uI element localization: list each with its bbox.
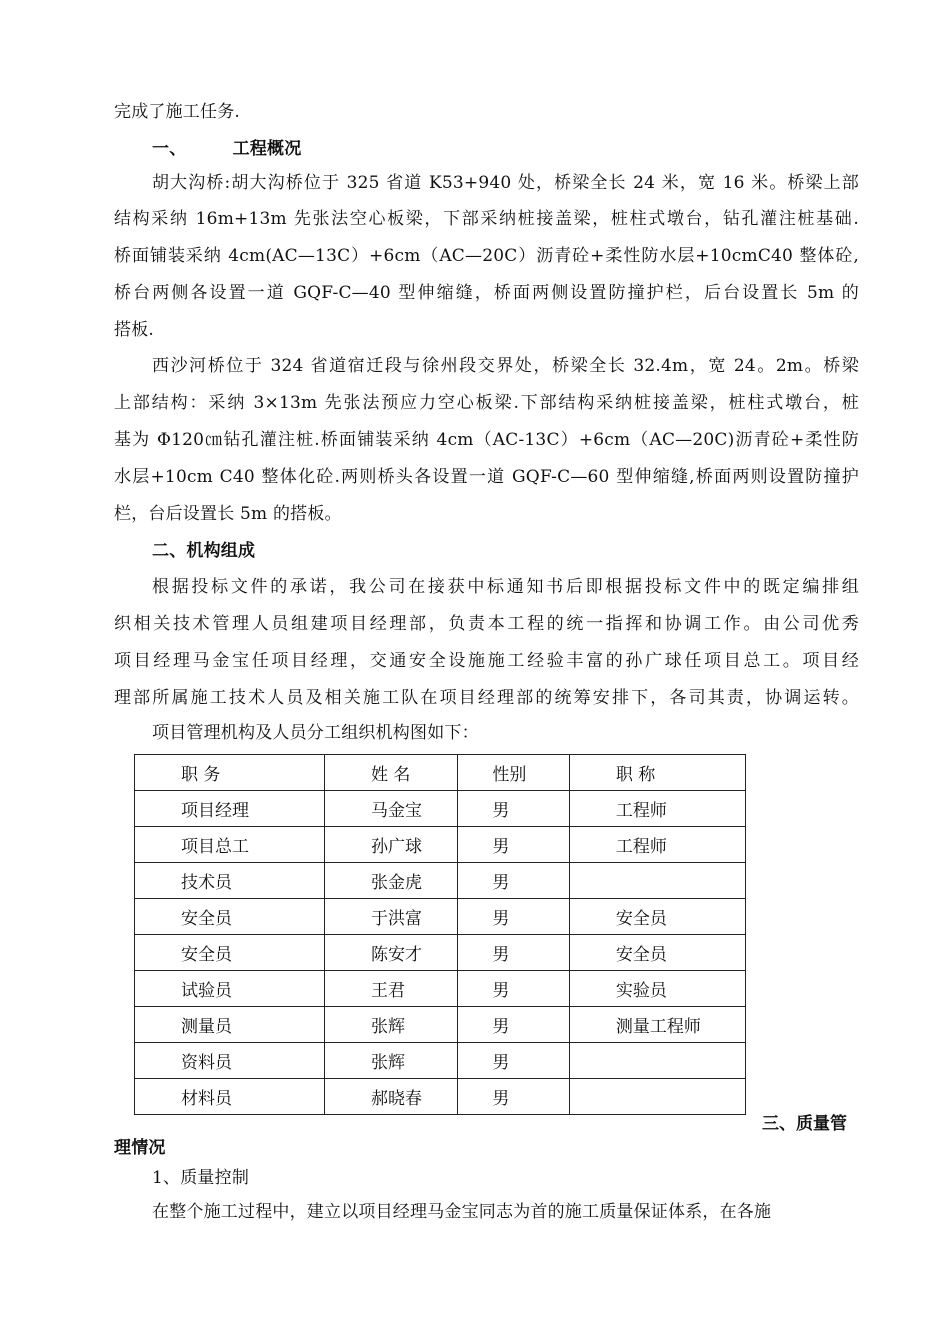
table-cell [324,971,457,1007]
header-position: 职 务 [181,765,221,785]
table-row [135,1043,746,1079]
cell-title: 安全员 [615,909,667,929]
table-cell [569,791,745,827]
table-cell [324,1043,457,1079]
cell-position: 安全员 [181,945,232,965]
section-3-heading-part-1: 三、质量管 [762,1114,847,1134]
table-cell [569,1043,745,1079]
para-2-line: 西沙河桥位于 324 省道宿迁段与徐州段交界处，桥梁全长 32.4m，宽 24。2m。桥梁 [152,356,859,376]
table-cell [458,827,570,863]
header-title: 职 称 [615,765,656,785]
staff-table-body [135,755,746,1115]
table-cell [569,827,745,863]
cell-gender: 男 [492,1053,510,1073]
header-cell [458,755,570,791]
header-cell [324,755,457,791]
cell-name: 陈安才 [370,945,422,965]
table-cell [135,935,325,971]
cell-gender: 男 [492,981,510,1001]
table-row [135,1007,746,1043]
table-row [135,1079,746,1115]
table-row [135,935,746,971]
table-cell [135,863,325,899]
para-1-line: 搭板. [114,320,155,340]
cell-position: 项目经理 [181,801,249,821]
para-3-line: 根据投标文件的承诺，我公司在接获中标通知书后即根据投标文件中的既定编排组 [152,577,859,597]
section-3-heading-part-2: 理情况 [114,1138,166,1158]
cell-name: 张金虎 [370,873,422,893]
cell-gender: 男 [492,909,510,929]
para-1-line: 桥台两侧各设置一道 GQF-C—40 型伸缩缝，桥面两侧设置防撞护栏，后台设置长 5m 的 [114,283,859,303]
table-cell [324,1007,457,1043]
section-1-title: 工程概况 [232,139,302,159]
cell-name: 郝晓春 [370,1089,422,1109]
table-cell [569,899,745,935]
table-cell [324,863,457,899]
table-caption: 项目管理机构及人员分工组织机构图如下： [152,723,479,743]
table-row [135,899,746,935]
table-cell [458,1043,570,1079]
table-row [135,827,746,863]
section-1-heading [152,138,897,160]
para-3-line: 织相关技术管理人员组建项目经理部，负责本工程的统一指挥和协调工作。由公司优秀 [114,614,859,634]
cell-name: 马金宝 [370,801,422,821]
cell-title: 实验员 [615,981,667,1001]
table-cell [324,1079,457,1115]
table-cell [458,971,570,1007]
header-gender: 性别 [492,765,527,785]
table-cell [458,935,570,971]
table-cell [458,1007,570,1043]
table-cell [135,1007,325,1043]
cell-position: 试验员 [181,981,232,1001]
cell-title: 安全员 [615,945,667,965]
cell-position: 技术员 [181,873,232,893]
para-1-line: 桥面铺装采纳 4cm(AC—13C）+6cm（AC—20C）沥青砼+柔性防水层+10cmC40 整体砼, [114,246,859,266]
table-cell [135,791,325,827]
table-cell [135,971,325,1007]
para-4-line: 在整个施工过程中，建立以项目经理马金宝同志为首的施工质量保证体系，在各施 [152,1202,772,1222]
table-cell [324,935,457,971]
cell-title: 工程师 [615,837,667,857]
table-cell [458,1079,570,1115]
para-3-line: 项目经理马金宝任项目经理，交通安全设施施工经验丰富的孙广球任项目总工。项目经 [114,651,859,671]
header-cell [569,755,745,791]
table-header-row [135,755,746,791]
section-1-number: 一、 [152,139,187,159]
intro-tail: 完成了施工任务. [114,102,241,122]
para-2-line: 水层+10cm C40 整体化砼.两则桥头各设置一道 GQF-C—60 型伸缩缝,桥面两则设置防撞护 [114,467,859,487]
para-1-line: 胡大沟桥:胡大沟桥位于 325 省道 K53+940 处，桥梁全长 24 米，宽 16 米。桥梁上部 [152,173,859,193]
cell-position: 材料员 [181,1089,232,1109]
table-cell [569,1079,745,1115]
cell-name: 张辉 [370,1053,405,1073]
cell-position: 项目总工 [181,837,249,857]
table-cell [135,899,325,935]
table-cell [324,827,457,863]
table-cell [458,899,570,935]
para-2-line: 基为 Φ120㎝钻孔灌注桩.桥面铺装采纳 4cm（AC-13C）+6cm（AC—20C)沥青砼+柔性防 [114,430,859,450]
para-2-line: 上部结构：采纳 3×13m 先张法预应力空心板梁.下部结构采纳桩接盖梁，桩柱式墩台，桩 [114,393,859,413]
table-cell [569,971,745,1007]
header-cell [135,755,325,791]
para-1-line: 结构采纳 16m+13m 先张法空心板梁，下部采纳桩接盖梁，桩柱式墩台，钻孔灌注桩基础. [114,209,859,229]
table-cell [135,827,325,863]
table-cell [135,1043,325,1079]
table-row [135,791,746,827]
cell-gender: 男 [492,873,510,893]
table-row [135,971,746,1007]
table-row [135,863,746,899]
cell-title: 测量工程师 [615,1017,701,1037]
subsection-1-heading: 1、质量控制 [152,1168,250,1188]
cell-gender: 男 [492,801,510,821]
cell-position: 资料员 [181,1053,232,1073]
cell-position: 测量员 [181,1017,232,1037]
table-cell [458,791,570,827]
staff-table [134,754,746,1115]
table-cell [458,863,570,899]
cell-gender: 男 [492,1089,510,1109]
section-2-heading: 二、机构组成 [152,541,256,561]
cell-title: 工程师 [615,801,667,821]
table-cell [569,1007,745,1043]
cell-gender: 男 [492,945,510,965]
para-3-line: 理部所属施工技术人员及相关施工队在项目经理部的统筹安排下，各司其责，协调运转。 [114,688,859,708]
table-cell [324,899,457,935]
header-name: 姓 名 [370,765,411,785]
cell-name: 于洪富 [370,909,422,929]
table-cell [569,935,745,971]
table-cell [324,791,457,827]
cell-name: 张辉 [370,1017,405,1037]
para-2-line: 栏，台后设置长 5m 的搭板。 [114,504,342,524]
cell-name: 孙广球 [370,837,422,857]
cell-gender: 男 [492,837,510,857]
table-cell [135,1079,325,1115]
cell-gender: 男 [492,1017,510,1037]
table-cell [569,863,745,899]
cell-position: 安全员 [181,909,232,929]
cell-name: 王君 [370,981,405,1001]
